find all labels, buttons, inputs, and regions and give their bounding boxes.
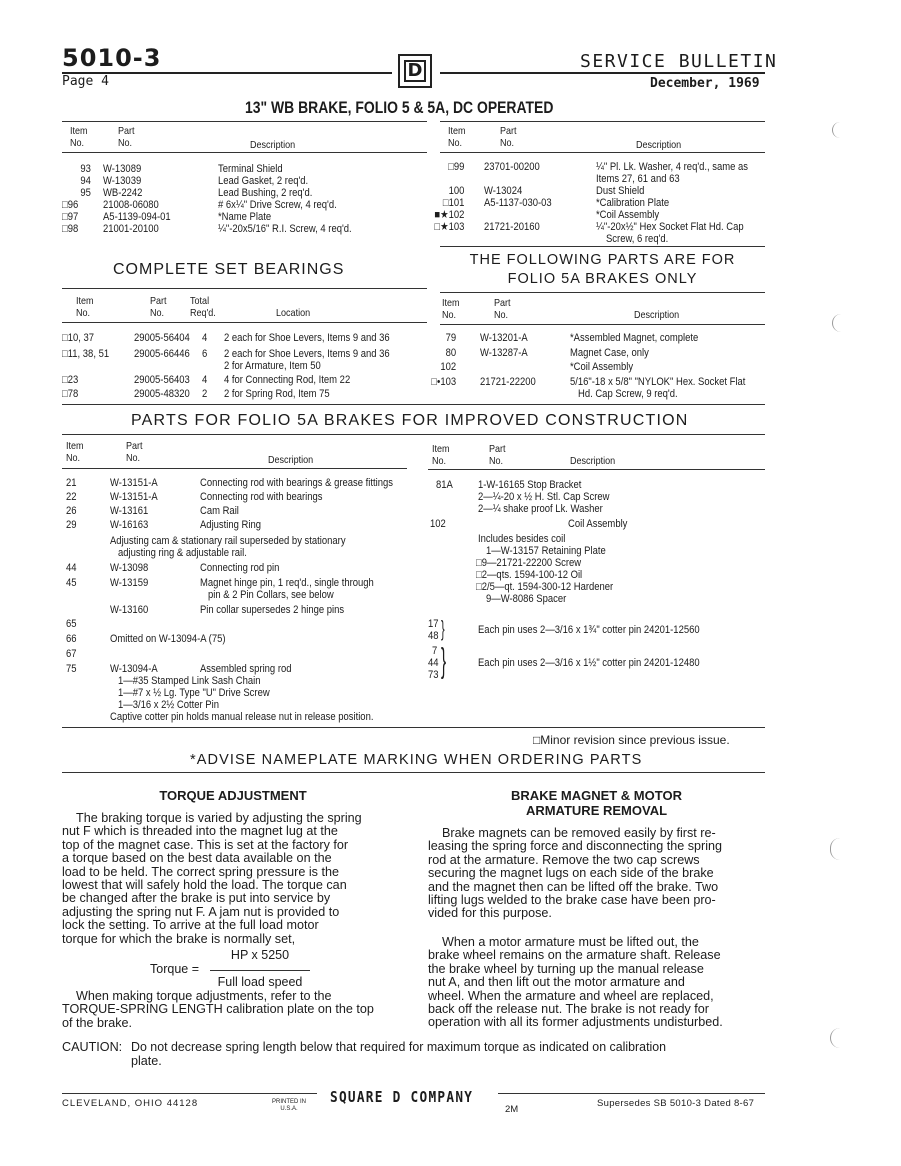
text-line: TORQUE-SPRING LENGTH calibration plate on the top	[62, 1002, 374, 1017]
col-header-item: Item	[66, 440, 84, 452]
logo-letter: D	[404, 60, 426, 82]
col-header-item: Item	[432, 443, 450, 455]
row-part: 29005-48320	[134, 388, 190, 400]
row-part: W-13287-A	[480, 347, 528, 359]
row-item: 44	[66, 562, 77, 574]
row-part: W-13089	[103, 163, 142, 175]
row-part: W-13098	[110, 562, 149, 574]
row-desc: *Calibration Plate	[596, 197, 670, 209]
row-item: □99	[448, 161, 465, 173]
col-header-total: Total	[190, 295, 210, 307]
row-location-cont: 2 for Armature, Item 50	[224, 360, 321, 372]
magnet-paragraph-1	[428, 827, 758, 921]
row-note: 1—#7 x ½ Lg. Type "U" Drive Screw	[118, 687, 270, 699]
magnet-heading-line2: ARMATURE REMOVAL	[525, 803, 668, 818]
caution-label: CAUTION:	[62, 1040, 123, 1054]
text-line: back off the release nut. The brake is not ready for	[428, 1002, 709, 1017]
row-desc: □2—qts. 1594-100-12 Oil	[476, 569, 583, 581]
bulletin-date: December, 1969	[650, 76, 760, 91]
row-desc: Connecting rod with bearings	[200, 491, 323, 503]
col-header-item: Item	[442, 297, 460, 309]
text-line: torque for which the brake is normally set,	[62, 931, 296, 946]
row-item: □97	[62, 211, 79, 223]
row-item: □96	[62, 199, 79, 211]
row-desc: ¼"-20x½" Hex Socket Flat Hd. Cap	[596, 221, 744, 233]
improved-rule	[62, 434, 765, 435]
col-header-description: Description	[636, 139, 682, 151]
table-rule	[440, 152, 765, 153]
scan-mark	[832, 314, 843, 332]
row-item: 81A	[436, 479, 453, 491]
col-header-no: No.	[66, 452, 81, 464]
text-line: leasing the spring force and disconnecting the spring	[428, 839, 723, 854]
folio5a-title-line1: THE FOLLOWING PARTS ARE FOR	[469, 252, 736, 268]
square-d-logo	[398, 54, 432, 88]
row-desc: Magnet hinge pin, 1 req'd., single through	[200, 577, 374, 589]
advise-note: *ADVISE NAMEPLATE MARKING WHEN ORDERING PARTS	[190, 752, 643, 768]
formula-bar	[210, 970, 310, 971]
row-item: □10, 37	[62, 332, 95, 344]
row-desc: Magnet Case, only	[570, 347, 649, 359]
table-rule	[62, 468, 407, 469]
col-header-no: No.	[432, 455, 447, 467]
row-desc: □2/5—qt. 1594-300-12 Hardener	[476, 581, 614, 593]
row-part: 29005-66446	[134, 348, 190, 360]
footer-code: 2M	[505, 1104, 519, 1115]
scan-mark	[830, 1028, 841, 1048]
col-header-part: Part	[500, 125, 517, 137]
row-desc: Adjusting Ring	[200, 519, 262, 531]
col-header-part: Part	[118, 125, 135, 137]
top-rule-left	[62, 121, 427, 122]
folio5a-top-rule	[440, 246, 765, 247]
advise-rule	[62, 772, 765, 773]
col-header-item: Item	[70, 125, 88, 137]
row-item: □★103	[434, 221, 465, 233]
row-item: □78	[62, 388, 79, 400]
row-desc: Connecting rod with bearings & grease fittings	[200, 477, 393, 489]
row-item: 29	[66, 519, 77, 531]
bearings-title: COMPLETE SET BEARINGS	[113, 261, 345, 278]
top-rule-right	[440, 121, 765, 122]
row-item: 79	[445, 332, 457, 344]
col-header-description: Description	[570, 455, 616, 467]
row-desc: Includes besides coil	[478, 533, 566, 545]
text-line: lock the setting. To arrive at the full load motor	[62, 918, 319, 933]
row-part: W-13039	[103, 175, 142, 187]
row-part: 21721-22200	[480, 376, 536, 388]
row-qty: 4	[202, 332, 208, 344]
row-note: adjusting ring & adjustable rail.	[118, 547, 247, 559]
col-header-description: Description	[268, 454, 314, 466]
row-item: □•103	[431, 376, 457, 388]
minor-revision-note: □Minor revision since previous issue.	[533, 733, 730, 747]
row-item: □98	[62, 223, 79, 235]
improved-title: PARTS FOR FOLIO 5A BRAKES FOR IMPROVED CONSTRUCTION	[131, 412, 689, 429]
col-header-item: Item	[448, 125, 466, 137]
row-desc: Lead Gasket, 2 req'd.	[218, 175, 309, 187]
row-part: WB-2242	[103, 187, 143, 199]
row-item: 17	[428, 618, 439, 630]
row-desc: Pin collar supersedes 2 hinge pins	[200, 604, 345, 616]
row-desc: 2—¼ shake proof Lk. Washer	[478, 503, 603, 515]
row-item: □11, 38, 51	[62, 348, 110, 360]
row-part: W-16163	[110, 519, 149, 531]
row-desc: Each pin uses 2—3/16 x 1½" cotter pin 24201-12480	[478, 657, 700, 669]
text-line: the brake wheel by turning up the manual release	[428, 961, 704, 976]
row-desc: ¼"-20x5/16" R.I. Screw, 4 req'd.	[218, 223, 352, 235]
row-desc-cont: Items 27, 61 and 63	[596, 173, 680, 185]
row-item: 21	[66, 477, 77, 489]
row-part: 29005-56404	[134, 332, 190, 344]
row-note: Captive cotter pin holds manual release nut in release position.	[110, 711, 374, 723]
col-header-part-no: No.	[126, 452, 141, 464]
row-item: 73	[428, 669, 439, 681]
folio5a-title-line2: FOLIO 5A BRAKES ONLY	[507, 271, 698, 287]
row-item: 95	[80, 187, 91, 199]
col-header-part: Part	[126, 440, 143, 452]
formula-denominator: Full load speed	[217, 975, 303, 989]
folio5a-rule	[440, 292, 765, 293]
row-item: 66	[66, 633, 77, 645]
torque-heading: TORQUE ADJUSTMENT	[159, 788, 307, 803]
row-desc-cont: Hd. Cap Screw, 9 req'd.	[578, 388, 678, 400]
row-item: 94	[80, 175, 91, 187]
row-part: W-13201-A	[480, 332, 528, 344]
row-part: W-13151-A	[110, 477, 158, 489]
row-part: 29005-56403	[134, 374, 190, 386]
footer-rule-left	[62, 1093, 317, 1094]
row-part: W-13161	[110, 505, 149, 517]
row-desc: *Name Plate	[218, 211, 272, 223]
row-desc: Lead Bushing, 2 req'd.	[218, 187, 313, 199]
row-location: 2 each for Shoe Levers, Items 9 and 36	[224, 348, 390, 360]
row-item: 75	[66, 663, 77, 675]
row-desc: 9—W-8086 Spacer	[486, 593, 567, 605]
header-rule-left	[62, 72, 392, 74]
row-desc: Assembled spring rod	[200, 663, 292, 675]
row-desc: # 6x¼" Drive Screw, 4 req'd.	[218, 199, 337, 211]
text-line: adjusting the spring nut F. A jam nut is provided to	[62, 904, 340, 919]
scan-mark	[832, 122, 843, 138]
row-desc: Omitted on W-13094-A (75)	[110, 633, 226, 645]
footer-city: CLEVELAND, OHIO 44128	[62, 1098, 199, 1109]
col-header-item: Item	[76, 295, 94, 307]
row-desc: Dust Shield	[596, 185, 645, 197]
row-desc: Cam Rail	[200, 505, 239, 517]
row-item: □101	[442, 197, 465, 209]
formula-numerator: HP x 5250	[230, 948, 290, 962]
row-desc: *Coil Assembly	[596, 209, 660, 221]
row-qty: 4	[202, 374, 208, 386]
row-note: Adjusting cam & stationary rail superseded by stationary	[110, 535, 346, 547]
col-header-no: No.	[448, 137, 463, 149]
row-desc: ¼" Pl. Lk. Washer, 4 req'd., same as	[596, 161, 749, 173]
row-part: 21001-20100	[103, 223, 159, 235]
text-line: wheel. When the armature and wheel are replaced,	[428, 988, 714, 1003]
row-item: 80	[445, 347, 457, 359]
row-desc: Connecting rod pin	[200, 562, 280, 574]
row-part: A5-1137-030-03	[484, 197, 552, 209]
col-header-part-no: No.	[494, 309, 509, 321]
row-part: W-13024	[484, 185, 523, 197]
row-note: pin & 2 Pin Collars, see below	[208, 589, 334, 601]
row-part: W-13159	[110, 577, 149, 589]
text-line: The braking torque is varied by adjusting the spring	[76, 811, 362, 825]
table-rule	[440, 324, 765, 325]
text-line: top of the magnet case. This is set at the factory for	[62, 837, 349, 852]
text-line: Brake magnets can be removed easily by first re-	[442, 826, 716, 840]
row-desc: 1—W-13157 Retaining Plate	[486, 545, 606, 557]
row-location: 2 for Spring Rod, Item 75	[224, 388, 330, 400]
row-desc: Terminal Shield	[218, 163, 283, 175]
text-line: load to be held. The correct spring pressure is the	[62, 864, 339, 879]
text-line: nut A, and then lift out the motor armature and	[428, 975, 685, 990]
text-line: lowest that will safely hold the load. The torque can	[62, 878, 347, 893]
row-note: 1—3/16 x 2½ Cotter Pin	[118, 699, 219, 711]
col-header-location: Location	[276, 307, 311, 319]
col-header-no: No.	[76, 307, 91, 319]
row-item: 102	[430, 518, 446, 530]
text-line: vided for this purpose.	[428, 906, 552, 921]
improved-bottom-rule	[62, 727, 765, 728]
text-line: a torque based on the best data available on the	[62, 851, 332, 866]
row-location: 2 each for Shoe Levers, Items 9 and 36	[224, 332, 390, 344]
text-line: rod at the armature. Remove the two cap screws	[428, 852, 700, 867]
improved-top-rule	[62, 404, 765, 405]
table-rule	[428, 469, 765, 470]
row-desc: 1-W-16165 Stop Bracket	[478, 479, 582, 491]
brace-icon: }	[441, 642, 447, 680]
row-desc: *Coil Assembly	[570, 361, 634, 373]
col-header-description: Description	[250, 139, 296, 151]
row-desc: *Assembled Magnet, complete	[570, 332, 699, 344]
main-heading: 13" WB BRAKE, FOLIO 5 & 5A, DC OPERATED	[245, 98, 554, 117]
col-header-part-no: No.	[500, 137, 515, 149]
row-part: W-13151-A	[110, 491, 158, 503]
text-line: When making torque adjustments, refer to the	[76, 989, 332, 1003]
text-line: of the brake.	[62, 1015, 133, 1030]
formula-lhs: Torque =	[150, 962, 199, 976]
row-note: 1—#35 Stamped Link Sash Chain	[118, 675, 261, 687]
row-part: 21008-06080	[103, 199, 159, 211]
header-rule-right	[440, 72, 765, 74]
row-item: ■★102	[434, 209, 465, 221]
text-line: nut F which is threaded into the magnet lug at the	[62, 824, 338, 839]
row-item: 44	[428, 657, 439, 669]
row-part: A5-1139-094-01	[103, 211, 171, 223]
col-header-no: No.	[442, 309, 457, 321]
row-desc: □9—21721-22200 Screw	[476, 557, 582, 569]
magnet-paragraph-2	[428, 936, 758, 1030]
col-header-part-no: No.	[489, 455, 504, 467]
row-item: 67	[66, 648, 77, 660]
bearings-top-rule	[62, 288, 427, 289]
printed-in-usa-stamp: PRINTED IN U.S.A.	[271, 1099, 306, 1112]
row-desc: 2—¼-20 x ½ H. Stl. Cap Screw	[478, 491, 610, 503]
col-header-part: Part	[489, 443, 506, 455]
row-item: 7	[432, 645, 438, 657]
row-item: □23	[62, 374, 79, 386]
footer-rule-right	[498, 1093, 765, 1094]
row-location: 4 for Connecting Rod, Item 22	[224, 374, 351, 386]
row-desc-cont: Screw, 6 req'd.	[606, 233, 669, 245]
row-desc: Coil Assembly	[568, 518, 628, 530]
text-line: securing the magnet lugs on each side of the brake	[428, 866, 714, 881]
text-line: brake wheel remains on the armature shaft. Release	[428, 948, 721, 963]
text-line: lifting lugs welded to the brake case have been pro-	[428, 893, 716, 908]
bulletin-number: 5010-3	[62, 44, 162, 72]
row-item: 100	[448, 185, 465, 197]
caution-text: Do not decrease spring length below that required for maximum torque as indicated on calibration	[131, 1040, 667, 1054]
caution-text-cont: plate.	[131, 1054, 162, 1068]
row-item: 26	[66, 505, 77, 517]
text-line: When a motor armature must be lifted out, the	[442, 935, 699, 949]
scan-mark	[830, 838, 841, 860]
text-line: operation with all its former adjustments undisturbed.	[428, 1015, 723, 1030]
row-qty: 2	[202, 388, 208, 400]
text-line: and the magnet then can be lifted off the brake. Two	[428, 879, 719, 894]
bulletin-title: SERVICE BULLETIN	[580, 51, 778, 72]
torque-paragraph-1	[62, 812, 392, 946]
row-item: 48	[428, 630, 439, 642]
row-part: 21721-20160	[484, 221, 540, 233]
row-item: 65	[66, 618, 77, 630]
table-rule	[62, 322, 427, 323]
col-header-reqd: Req'd.	[190, 307, 216, 319]
col-header-part: Part	[150, 295, 167, 307]
row-item: 45	[66, 577, 77, 589]
col-header-no: No.	[70, 137, 85, 149]
table-rule	[62, 152, 427, 153]
torque-paragraph-2	[62, 990, 392, 1030]
col-header-part-no: No.	[118, 137, 133, 149]
col-header-part: Part	[494, 297, 511, 309]
row-item: 102	[440, 361, 457, 373]
row-part: W-13094-A	[110, 663, 158, 675]
footer-supersedes: Supersedes SB 5010-3 Dated 8-67	[597, 1098, 755, 1109]
row-desc: Each pin uses 2—3/16 x 1¾" cotter pin 24201-12560	[478, 624, 700, 636]
magnet-heading-line1: BRAKE MAGNET & MOTOR	[511, 788, 682, 803]
row-qty: 6	[202, 348, 208, 360]
company-logo: SQUARE D COMPANY	[330, 1088, 474, 1106]
row-desc: 5/16"-18 x 5/8" "NYLOK" Hex. Socket Flat	[570, 376, 746, 388]
row-part: 23701-00200	[484, 161, 540, 173]
row-part: W-13160	[110, 604, 149, 616]
brace-icon: }	[441, 616, 445, 641]
row-item: 22	[66, 491, 77, 503]
row-item: 93	[80, 163, 91, 175]
col-header-part-no: No.	[150, 307, 165, 319]
page-number: Page 4	[62, 74, 109, 89]
text-line: be changed after the brake is put into service by	[62, 891, 331, 906]
col-header-description: Description	[634, 309, 680, 321]
